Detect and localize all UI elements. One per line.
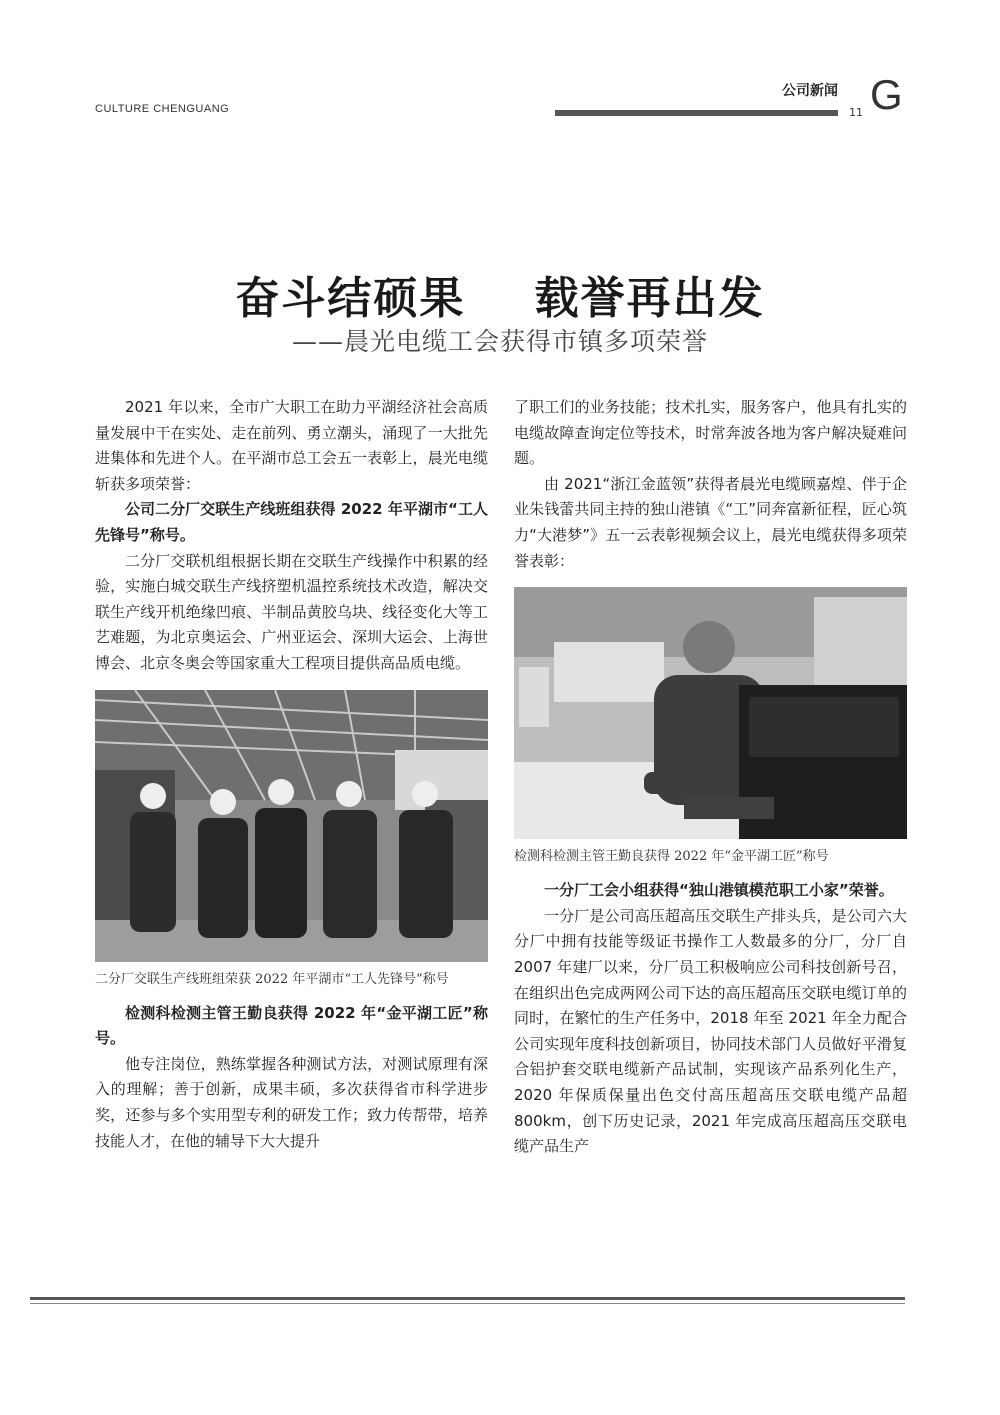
right-column [514, 395, 907, 1160]
paragraph: 了职工们的业务技能；技术扎实，服务客户，他具有扎实的电缆故障查询定位等技术，时常奔波各地为客户解决疑难问题。 [514, 398, 907, 468]
header-rule [555, 110, 838, 116]
photo-caption: 二分厂交联生产线班组荣获 2022 年平湖市“工人先锋号”称号 [95, 971, 449, 987]
paragraph: 二分厂交联机组根据长期在交联生产线操作中积累的经验，实施白城交联生产线挤塑机温控系统技术改造，解决交联生产线开机绝缘凹痕、半制品黄胶乌块、线径变化大等工艺难题，为北京奥运会、广州亚运会、深圳大运会、上海世博会、北京冬奥会等国家重大工程项目提供高品质电缆。 [95, 551, 488, 672]
article-subtitle: ——晨光电缆工会获得市镇多项荣誉 [291, 327, 708, 356]
footer-rule [30, 1297, 905, 1300]
magazine-name: CULTURE CHENGUANG [95, 103, 230, 115]
paragraph: 2021 年以来，全市广大职工在助力平湖经济社会高质量发展中干在实处、走在前列、勇立潮头，涌现了一大批先进集体和先进个人。在平湖市总工会五一表彰上，晨光电缆斩获多项荣誉： [95, 398, 488, 493]
left-column [95, 395, 488, 1154]
inspector-photo [514, 587, 907, 839]
section-title: 公司新闻 [782, 83, 838, 99]
paragraph: 由 2021“浙江金蓝领”获得者晨光电缆顾嘉煌、伴于企业朱钱蕾共同主持的独山港镇《“工”同奔富新征程，匠心筑力“大港梦”》五一云表彰视频会议上，晨光电缆获得多项荣誉表彰： [514, 474, 907, 570]
footer-rule-thin [30, 1303, 905, 1304]
award-heading: 检测科检测主管王勤良获得 2022 年“金平湖工匠”称号。 [95, 1003, 488, 1048]
paragraph: 他专注岗位，熟练掌握各种测试方法，对测试原理有深入的理解；善于创新，成果丰硕，多次获得省市科学进步奖，还参与多个实用型专利的研发工作；致力传帮带，培养技能人才，在他的辅导下大大提升 [95, 1054, 488, 1150]
article-title: 奋斗结硕果 载誉再出发 [235, 273, 765, 324]
award-heading: 公司二分厂交联生产线班组获得 2022 年平湖市“工人先锋号”称号。 [95, 500, 488, 544]
paragraph: 一分厂是公司高压超高压交联生产排头兵，是公司六大分厂中拥有技能等级证书操作工人数最多的分厂，分厂自 2007 年建厂以来，分厂员工积极响应公司科技创新号召，在组织出色完成两网公司下达的高压超高压交联电缆订单的同时，在繁忙的生产任务中，2018 年至 2021 年全力配合公司实现年度科技创新项目，协同技术部门人员做好平滑复合铝护套交联电缆新产品试制，实现该产品系列化生产，2020 年保质保量出色交付高压超高压交联电缆产品超 800km，创下历史记录，2021 年完成高压超高压交联电缆产品生产 [514, 906, 907, 1156]
page-number: 11 [849, 106, 863, 119]
award-heading: 一分厂工会小组获得“独山港镇模范职工小家”荣誉。 [544, 881, 894, 900]
photo-caption: 检测科检测主管王勤良获得 2022 年“金平湖工匠”称号 [514, 849, 829, 865]
section-letter: G [870, 71, 903, 118]
team-photo [95, 690, 488, 962]
